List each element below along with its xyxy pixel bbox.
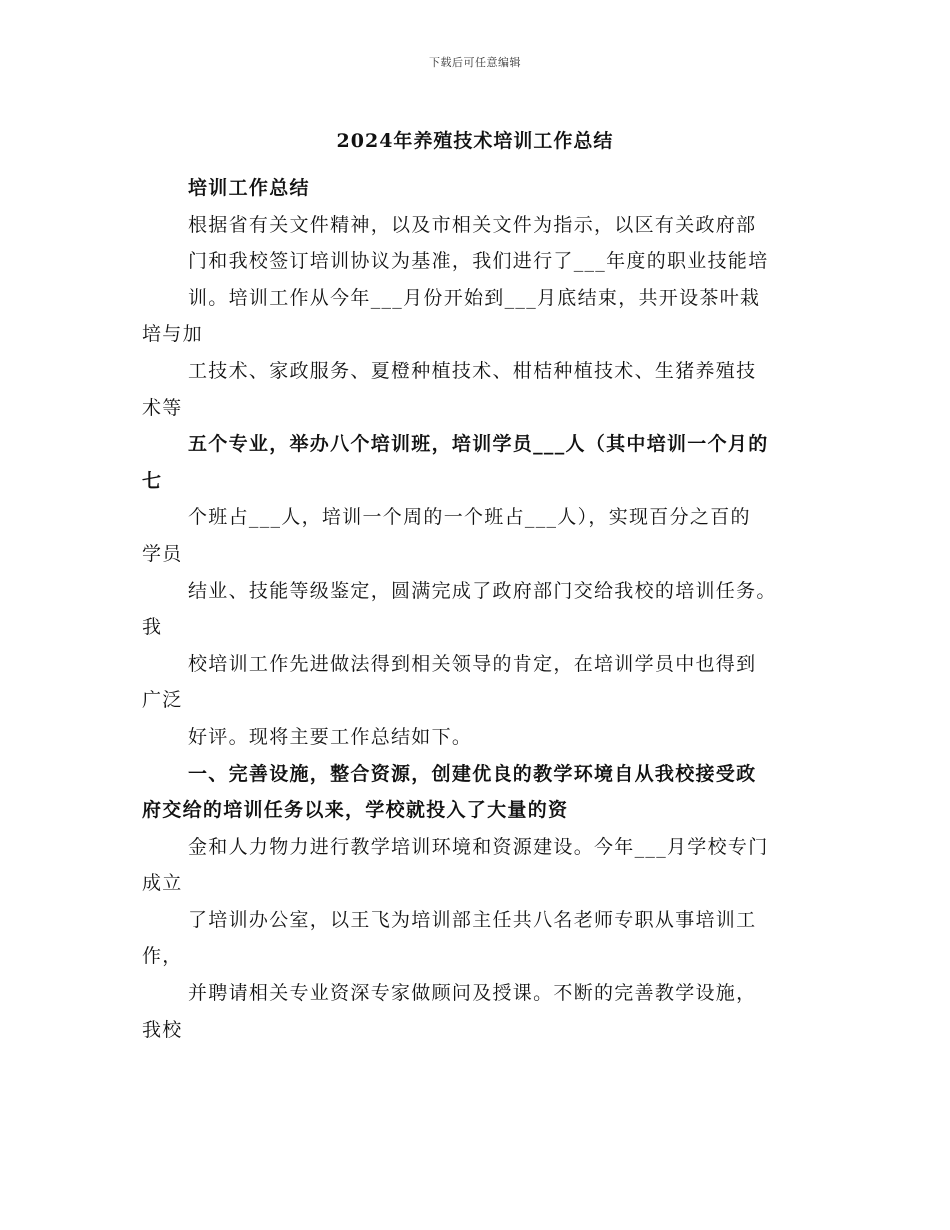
text-line: 个班占___人，培训一个周的一个班占___人），实现百分之百的: [188, 506, 751, 529]
document-body: [142, 170, 822, 1048]
text-line: 学员: [142, 542, 183, 565]
text-line: 训。培训工作从今年___月份开始到___月底结束，共开设茶叶栽: [188, 286, 761, 309]
text-line: 根据省有关文件精神，以及市相关文件为指示，以区有关政府部: [188, 213, 757, 236]
text-line: 五个专业，举办八个培训班，培训学员___人（其中培训一个月的: [188, 433, 769, 456]
text-line: 了培训办公室，以王飞为培训部主任共八名老师专职从事培训工: [188, 908, 757, 931]
text-line: 金和人力物力进行教学培训环境和资源建设。今年___月学校专门: [188, 835, 769, 858]
text-line: 培与加: [142, 323, 203, 346]
text-line: 并聘请相关专业资深专家做顾问及授课。不断的完善教学设施，: [188, 982, 757, 1005]
text-line: 作，: [142, 945, 183, 968]
text-line: 成立: [142, 872, 183, 895]
text-line: 结业、技能等级鉴定，圆满完成了政府部门交给我校的培训任务。: [188, 579, 777, 602]
text-line: 校培训工作先进做法得到相关领导的肯定，在培训学员中也得到: [188, 652, 757, 675]
header-note: 下载后可任意编辑: [429, 56, 521, 69]
text-line: 培训工作总结: [188, 177, 310, 199]
text-line: 广泛: [142, 689, 183, 712]
text-line: 府交给的培训任务以来，学校就投入了大量的资: [142, 799, 569, 822]
text-line: 工技术、家政服务、夏橙种植技术、柑桔种植技术、生猪养殖技: [188, 359, 757, 382]
document-title: 2024年养殖技术培训工作总结: [336, 130, 614, 152]
text-line: 我校: [142, 1018, 183, 1041]
text-line: 术等: [142, 396, 183, 419]
text-line: 好评。现将主要工作总结如下。: [188, 725, 473, 748]
text-line: 一、完善设施，整合资源，创建优良的教学环境自从我校接受政: [188, 762, 757, 785]
text-line: 七: [142, 469, 163, 492]
text-line: 我: [142, 616, 163, 639]
text-line: 门和我校签订培训协议为基准，我们进行了___年度的职业技能培: [188, 250, 769, 273]
